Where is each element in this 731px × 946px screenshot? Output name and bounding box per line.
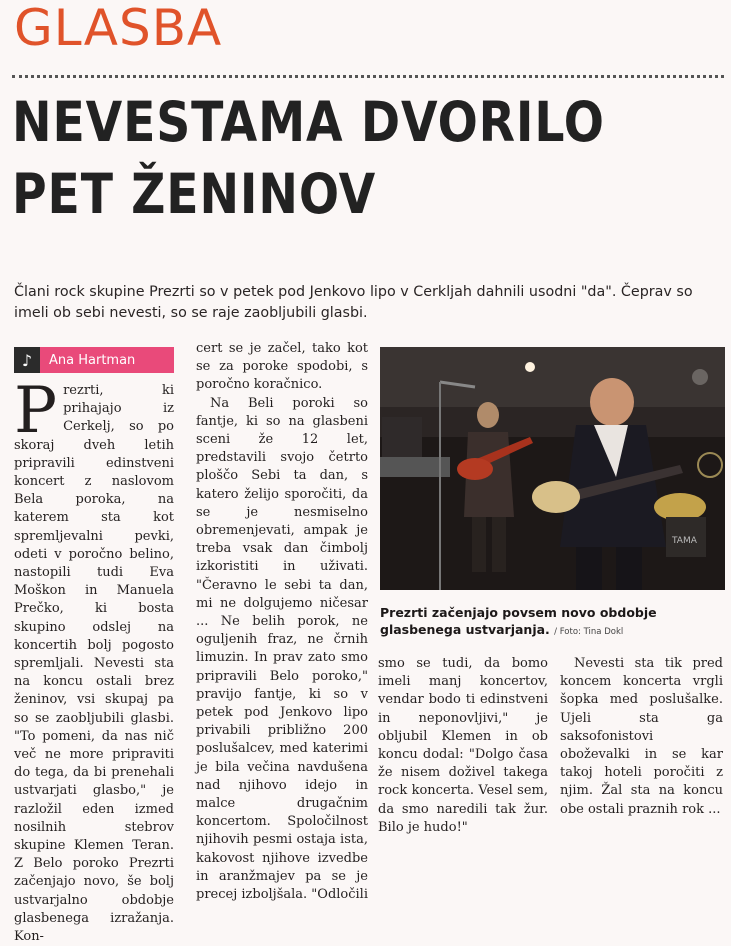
headline — [12, 86, 624, 230]
article-text-col4: Nevesti sta tik pred koncem koncerta vrgli šopka med poslušalke. Ujeli sta ga saksofonistovi oboževalki in se kar takoj hoteli poročiti z njim. Žal sta na koncu obe ostali praznih rok ... — [560, 656, 723, 817]
music-note-icon: ♪ — [14, 347, 40, 373]
article-column-3 — [378, 655, 548, 837]
article-text-col1: rezrti, ki prihajajo iz Cerkelj, so po skoraj dveh letih pripravili edinstveni koncert z naslovom Bela poroka, na katerem sta kot spremljevalni pevki, odeti v poročno belino, nastopili tudi Eva Moškon in Manuela Prečko, ki bosta skupino odslej na koncertih bolj pogosto spremljali. Nevesti sta na koncu ostali brez ženinov, vsi skupaj pa so se zaobljubili glasbi. "To pomeni, da nas nič več ne more pripraviti do tega, da bi prenehali ustvarjati glasbo," je razložil eden izmed nosilnih stebrov skupine Klemen Teran. Z Belo poroko Prezrti začenjajo novo, še bolj ustvarjalno obdobje glasbenega izražanja. Kon- — [14, 383, 174, 945]
article-column-1 — [14, 374, 174, 946]
section-label: GLASBA — [14, 0, 223, 57]
concert-photo — [380, 347, 725, 590]
article-text-col2-p1: cert se je začel, tako kot se za poroke spodobi, s poročno koračnico. — [196, 341, 368, 393]
article-text-col3: smo se tudi, da bomo imeli manj koncertov, vendar bodo ti edinstveni in neponovljivi," je obljubil Klemen in ob koncu dodal: "Dolgo časa že nisem doživel takega rock koncerta. Vesel sem, da smo naredili tak žur. Bilo je hudo!" — [378, 656, 548, 835]
drop-cap: P — [14, 374, 58, 448]
svg-text:TAMA: TAMA — [672, 536, 697, 546]
photo-caption — [380, 604, 725, 641]
article-column-4 — [560, 655, 723, 819]
dotted-divider — [12, 75, 724, 78]
article-text-col2-p2: Na Beli poroki so fantje, ki so na glasbeni sceni že 12 let, predstavili svojo četrto ploščo Sebi ta dan, s katero želijo sporočiti, da se je nesmiselno obremenjevati, ampak je treba vsak dan čimbolj izkoristiti in uživati. "Čeravno le sebi ta dan, mi ne dolgujemo ničesar ... Ne belih porok, ne oguljenih fraz, ne črnih limuzin. In prav zato smo pripravili Belo poroko," pravijo fantje, ki so v petek pod Jenkovo lipo privabili približno 200 poslušalcev, med katerimi je bila večina navdušena nad njihovo idejo in malce drugačnim koncertom. Spoločilnost njihovih pesmi ostaja ista, kakovost njihove izvedbe in aranžmajev pa se je precej izboljšala. "Odločili — [196, 395, 369, 903]
lead-paragraph: Člani rock skupine Prezrti so v petek pod Jenkovo lipo v Cerkljah dahnili usodni "da". Čeprav so imeli ob sebi nevesti, so se raje zaobljubili glasbi. — [14, 284, 693, 321]
photo-caption-text: Prezrti začenjajo povsem novo obdobje glasbenega ustvarjanja. — [380, 605, 657, 637]
concert-photo-illustration — [380, 347, 725, 590]
article-column-2 — [196, 340, 368, 904]
headline-line-2: PET ŽENINOV — [12, 162, 377, 226]
byline-author: Ana Hartman — [49, 352, 136, 368]
byline — [14, 347, 174, 373]
headline-line-1: NEVESTAMA DVORILO — [12, 90, 605, 154]
photo-credit: / Foto: Tina Dokl — [554, 627, 624, 637]
